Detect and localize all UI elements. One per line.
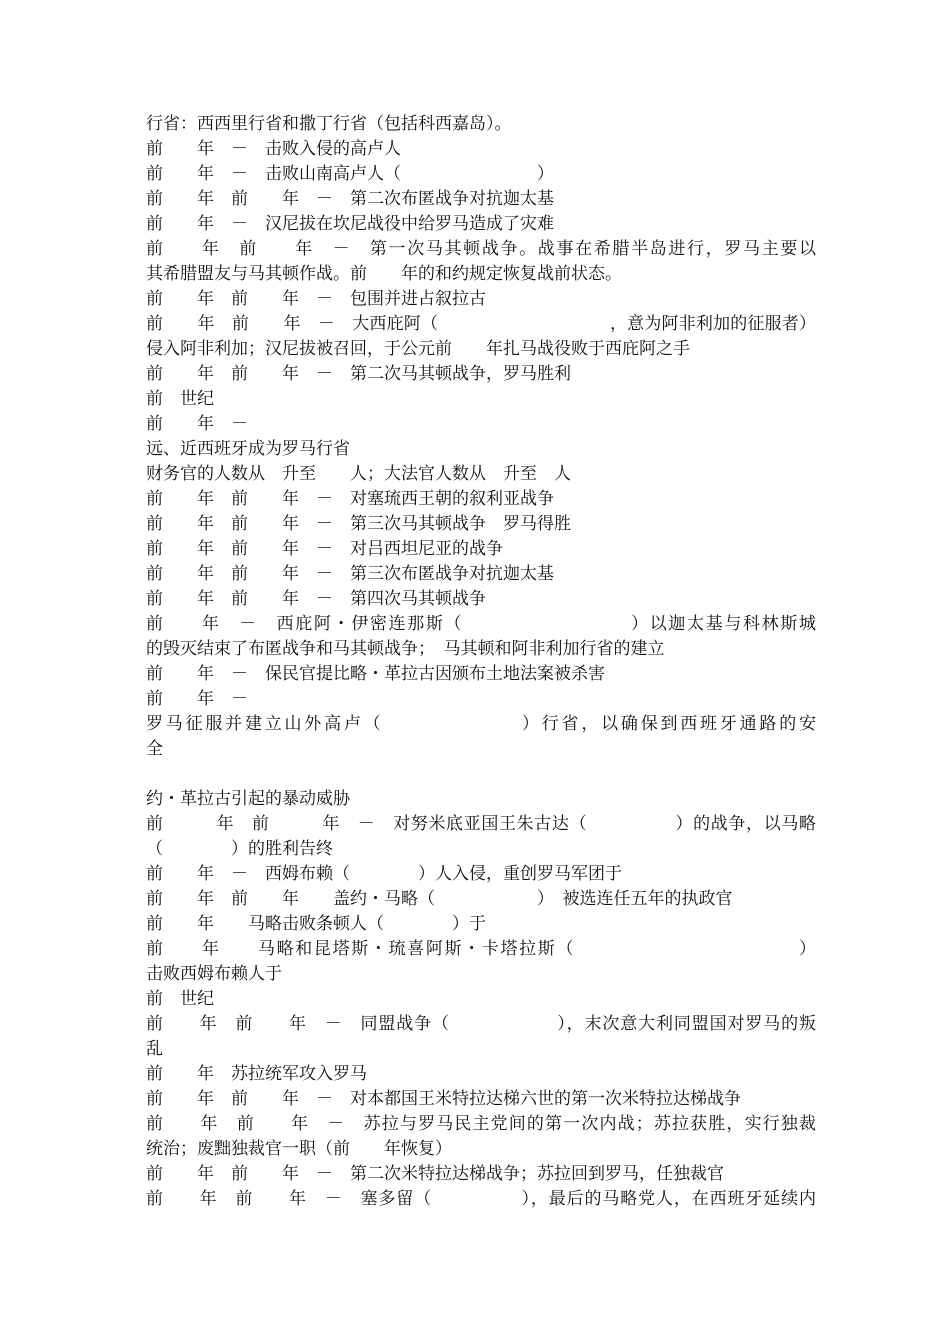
- text-line: 统治；废黜独裁官一职（前 年恢复）: [146, 1139, 452, 1159]
- text-line: 前 年 前 年 － 第二次布匿战争对抗迦太基: [146, 189, 554, 209]
- text-line: 前 年 － 汉尼拔在坎尼战役中给罗马造成了灾难: [146, 214, 554, 234]
- text-line: 前 年 苏拉统军攻入罗马: [146, 1064, 367, 1084]
- text-line: 前 年 前 年 － 苏拉与罗马民主党间的第一次内战；苏拉获胜，实行独裁: [146, 1114, 816, 1134]
- text-line: 罗马征服并建立山外高卢（ ）行省，以确保到西班牙通路的安: [146, 714, 816, 734]
- text-line: 约・革拉古引起的暴动威胁: [146, 789, 350, 809]
- text-line: 前 年 前 年 － 包围并进占叙拉古: [146, 289, 486, 309]
- text-line: 前 年 马略击败条顿人（ ）于: [146, 914, 486, 934]
- text-line-split: [146, 762, 816, 786]
- text-line: 乱: [146, 1039, 163, 1059]
- text-line: 行省：西西里行省和撒丁行省（包括科西嘉岛）。: [146, 114, 512, 134]
- text-line: 前 年 前 年 － 对吕西坦尼亚的战争: [146, 539, 503, 559]
- text-line: 前 年 马略和昆塔斯・琉喜阿斯・卡塔拉斯（ ）: [146, 939, 816, 959]
- text-line: 前 年 前 年 － 对努米底亚国王朱古达（ ）的战争，以马略: [146, 814, 816, 834]
- text-line: 前 年 前 年 － 第二次米特拉达梯战争；苏拉回到罗马，任独裁官: [146, 1164, 724, 1184]
- text-line: 前 年 前 年 盖约・马略（ ） 被选连任五年的执政官: [146, 889, 733, 909]
- text-line: 前 年 － 保民官提比略・革拉古因颁布土地法案被杀害: [146, 664, 605, 684]
- text-line: 击败西姆布赖人于: [146, 964, 282, 984]
- text-line: 前 年 前 年 － 第四次马其顿战争: [146, 589, 486, 609]
- text-line: 其希腊盟友与马其顿作战。前 年的和约规定恢复战前状态。: [146, 264, 622, 284]
- text-line: （ ）的胜利告终: [146, 839, 333, 859]
- text-line: 前 年 前 年 － 第二次马其顿战争，罗马胜利: [146, 364, 571, 384]
- text-line: 前 年 － 西庇阿・伊密连那斯（ ）以迦太基与科林斯城: [146, 614, 816, 634]
- text-line: 前 年 前 年 － 大西庇阿（ ，意为阿非利加的征服者）: [146, 314, 816, 334]
- text-line: 前 年 前 年 － 第一次马其顿战争。战事在希腊半岛进行，罗马主要以: [146, 239, 816, 259]
- text-line: 财务官的人数从 升至 人；大法官人数从 升至 人: [146, 464, 571, 484]
- text-line: 远、近西班牙成为罗马行省: [146, 439, 350, 459]
- text-line: 全: [146, 739, 163, 759]
- text-line: 侵入阿非利加；汉尼拔被召回，于公元前 年扎马战役败于西庇阿之手: [146, 339, 690, 359]
- text-line: 前 年 前 年 － 对本都国王米特拉达梯六世的第一次米特拉达梯战争: [146, 1089, 741, 1109]
- text-line: 前 年 － 击败山南高卢人（ ）: [146, 164, 554, 184]
- text-line: 前 年 － 西姆布赖（ ）人入侵，重创罗马军团于: [146, 864, 622, 884]
- text-line: 前 年 前 年 － 对塞琉西王朝的叙利亚战争: [146, 489, 554, 509]
- text-line: 的毁灭结束了布匿战争和马其顿战争； 马其顿和阿非利加行省的建立: [146, 639, 665, 659]
- text-line: 前 年 － 击败入侵的高卢人: [146, 139, 401, 159]
- text-line: 前 年 －: [146, 689, 248, 709]
- text-line: 前 世纪: [146, 989, 214, 1009]
- text-line: 前 年 前 年 － 塞多留（ ），最后的马略党人，在西班牙延续内: [146, 1189, 816, 1209]
- text-line: 前 年 前 年 － 同盟战争（ ），末次意大利同盟国对罗马的叛: [146, 1014, 816, 1034]
- text-line: 前 年 前 年 － 第三次马其顿战争 罗马得胜: [146, 514, 571, 534]
- text-line: 前 年 －: [146, 414, 248, 434]
- text-line: 前 世纪: [146, 389, 214, 409]
- text-line: 前 年 前 年 － 第三次布匿战争对抗迦太基: [146, 564, 554, 584]
